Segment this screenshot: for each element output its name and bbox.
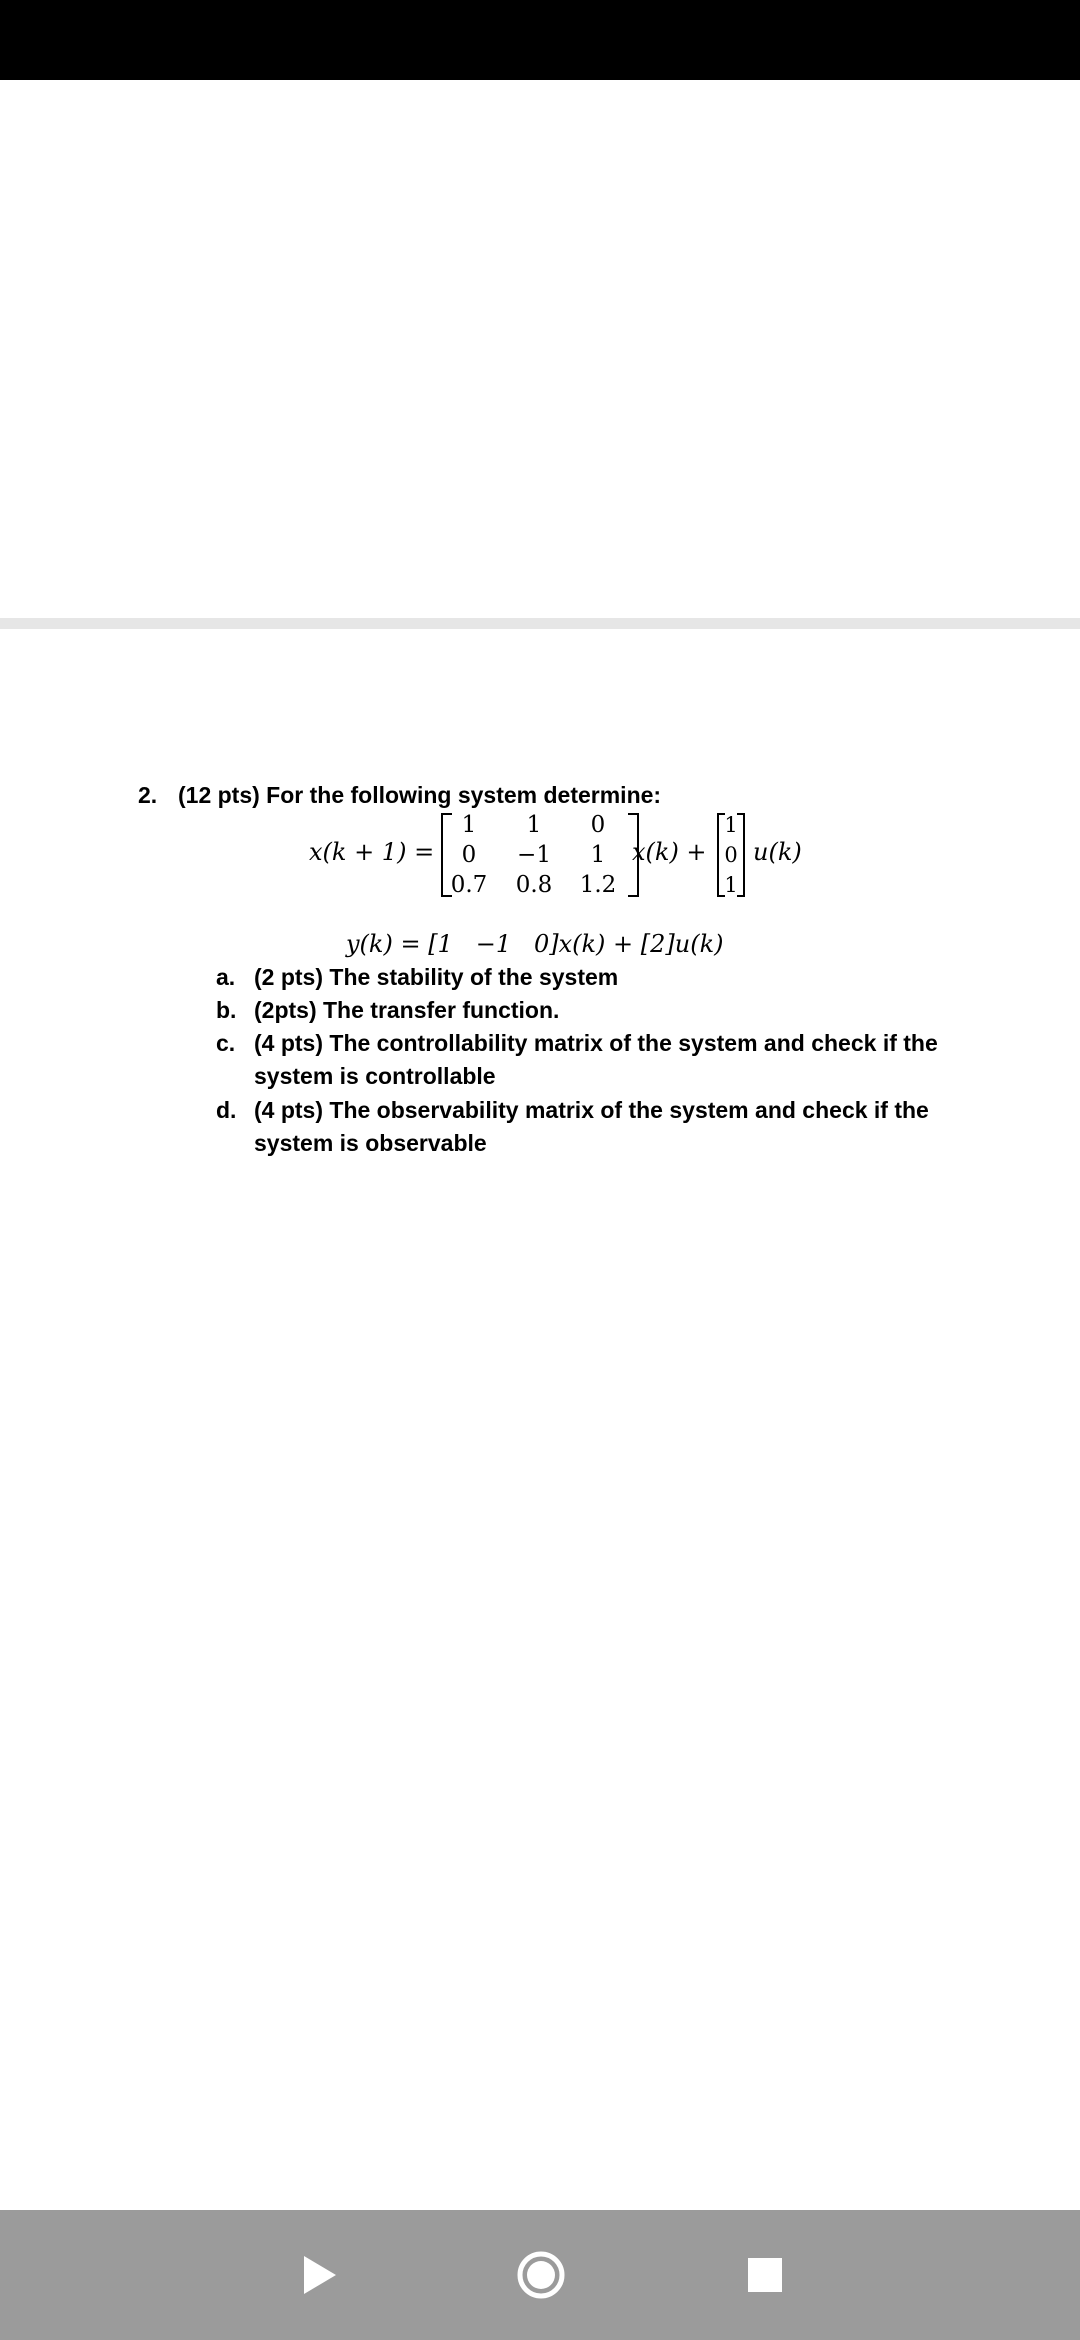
vector-b-cell: 1 — [724, 873, 738, 897]
part-text-continued: system is observable — [254, 1130, 487, 1156]
matrix-a-cell: 0 — [461, 842, 477, 868]
matrix-a-cell: 1.2 — [579, 872, 617, 898]
state-equation-tail: u(k) — [753, 838, 802, 866]
part-text: (4 pts) The controllability matrix of the system and check if the — [254, 1030, 938, 1056]
part-letter: d. — [216, 1097, 237, 1123]
navigation-bar — [0, 2210, 1080, 2340]
part-letter: a. — [216, 964, 236, 990]
matrix-a-cell: 0.8 — [515, 872, 553, 898]
part-letter: c. — [216, 1030, 236, 1056]
status-bar — [0, 0, 1080, 80]
part-text: (2pts) The transfer function. — [254, 997, 560, 1023]
part-text: (4 pts) The observability matrix of the system and check if the — [254, 1097, 929, 1123]
back-button[interactable] — [285, 2240, 355, 2310]
part-text-continued: system is controllable — [254, 1063, 496, 1089]
recents-button[interactable] — [730, 2240, 800, 2310]
matrix-a-cell: 1 — [461, 812, 477, 838]
matrix-a-cell: 0.7 — [450, 872, 488, 898]
page-divider — [0, 618, 1080, 629]
part-letter: b. — [216, 997, 237, 1023]
matrix-a-cell: 1 — [526, 812, 542, 838]
vector-b-cell: 1 — [724, 813, 738, 837]
state-equation-mid: x(k) + — [632, 838, 707, 866]
matrix-a-cell: −1 — [517, 842, 551, 868]
recents-icon — [746, 2256, 784, 2294]
matrix-a-cell: 0 — [590, 812, 606, 838]
back-icon — [300, 2253, 340, 2297]
state-equation-lhs: x(k + 1) = — [309, 838, 435, 866]
problem-heading: (12 pts) For the following system determine: — [178, 782, 662, 808]
matrix-a-cell: 1 — [590, 842, 606, 868]
home-button[interactable] — [506, 2240, 576, 2310]
vector-b-cell: 0 — [724, 843, 738, 867]
problem-number: 2. — [138, 782, 158, 808]
home-icon — [513, 2247, 569, 2303]
output-equation: y(k) = [1 −1 0]x(k) + [2]u(k) — [346, 930, 724, 958]
part-text: (2 pts) The stability of the system — [254, 964, 619, 990]
